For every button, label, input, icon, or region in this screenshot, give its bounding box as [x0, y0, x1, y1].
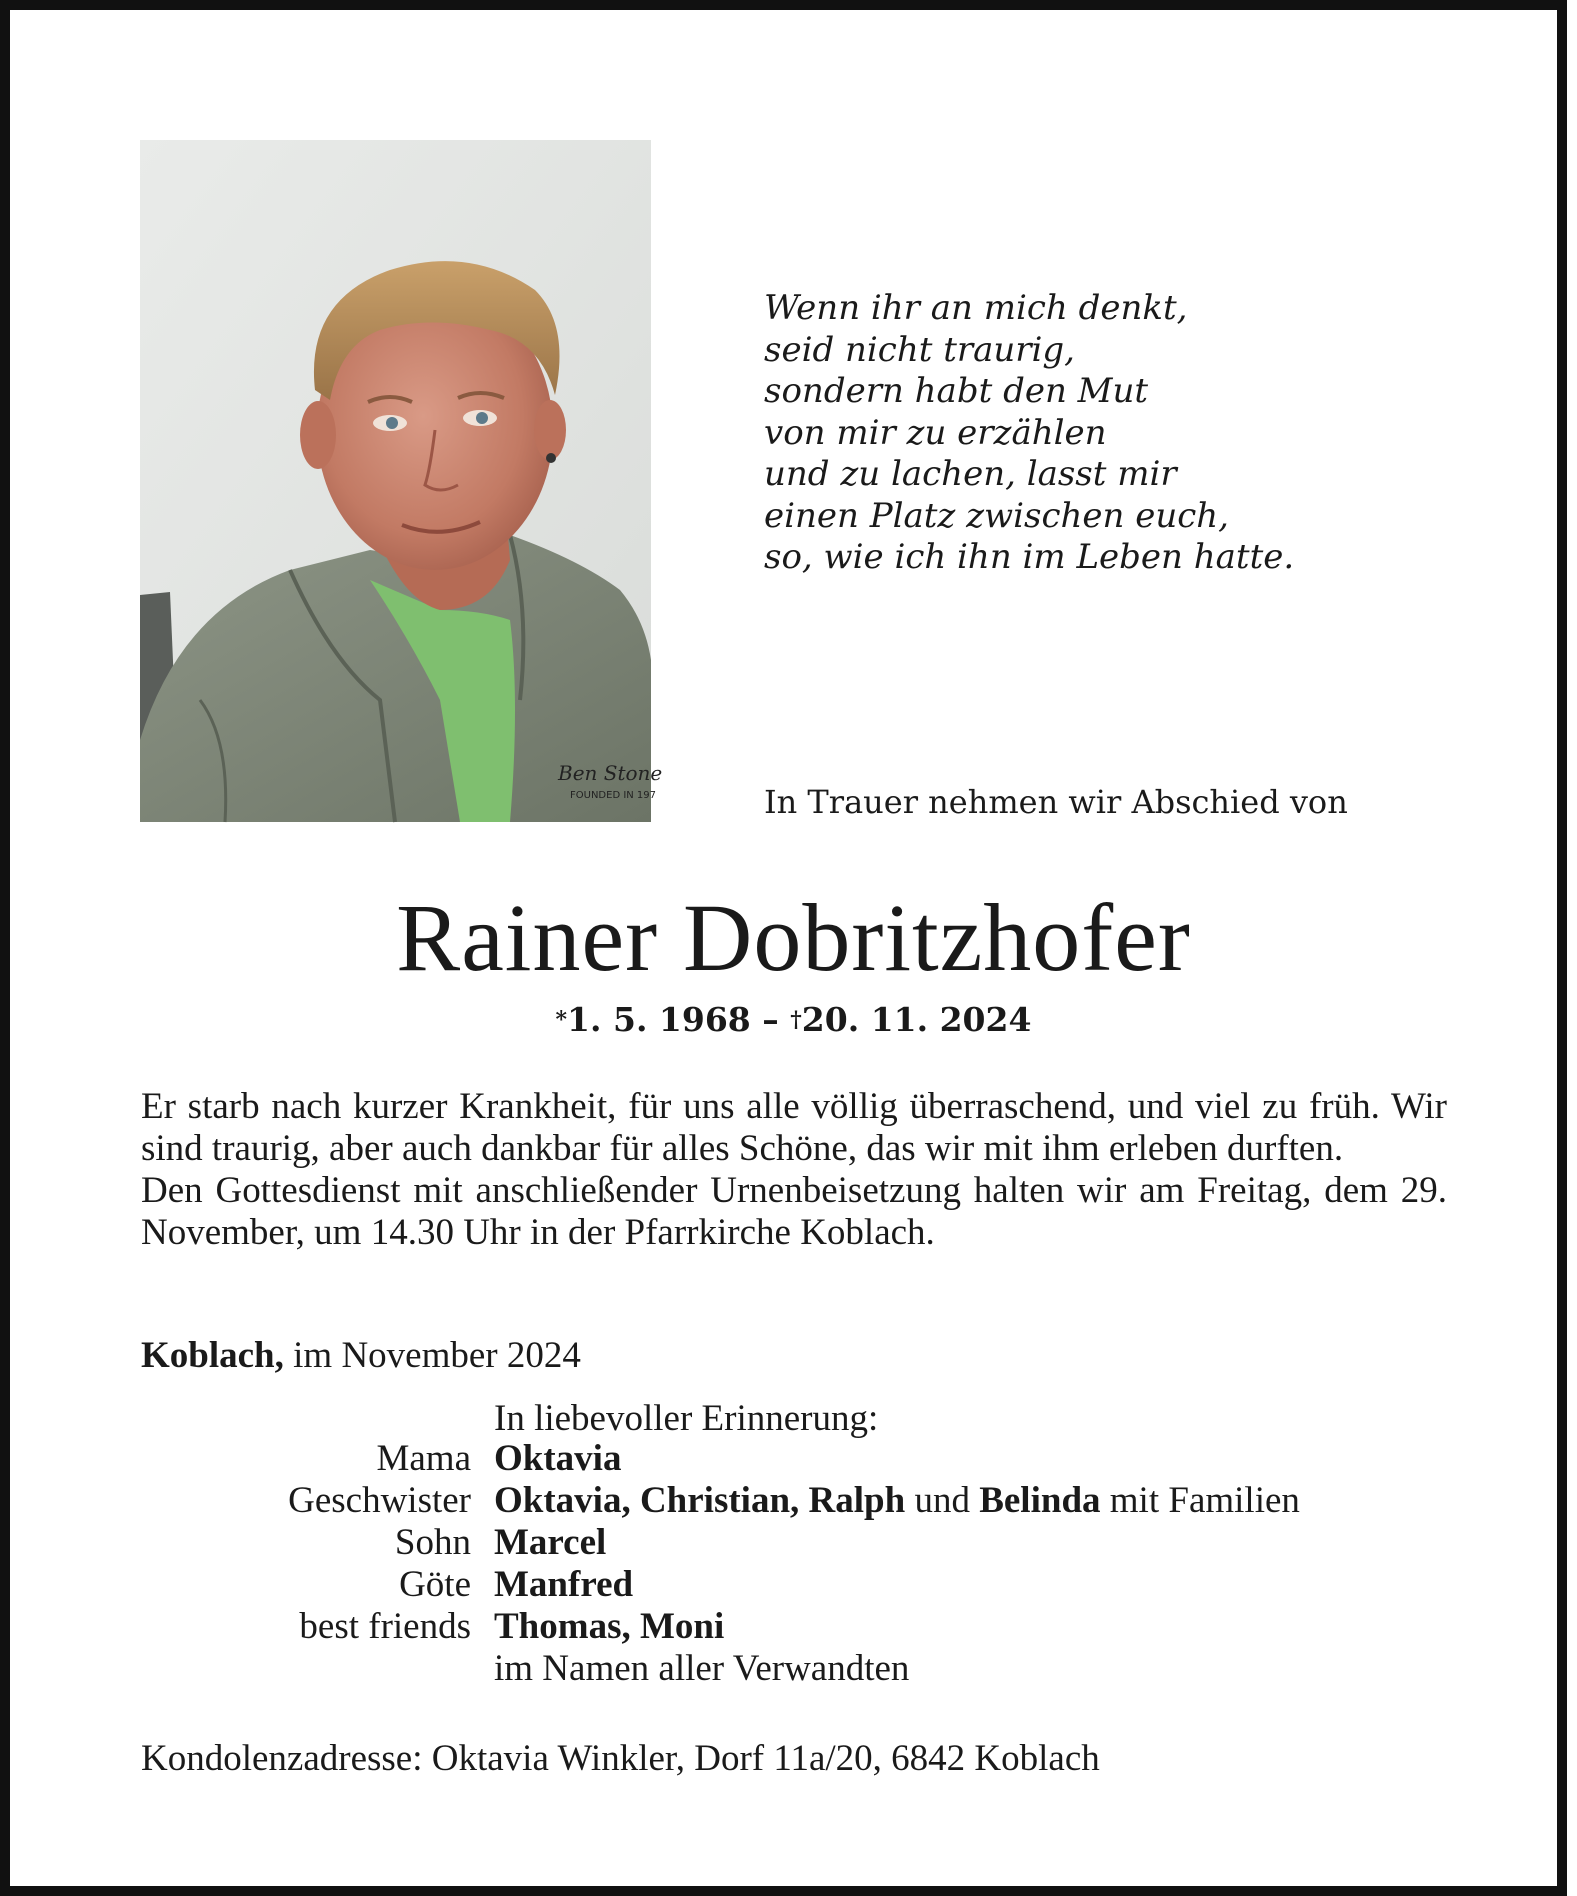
place-town: Koblach, [141, 1335, 284, 1376]
relative-last-name: Belinda [979, 1480, 1101, 1521]
relative-names: Oktavia, Christian, Ralph [494, 1480, 906, 1521]
poem-line: und zu lachen, lasst mir [764, 454, 1177, 494]
relation-label: Geschwister [288, 1480, 471, 1521]
memory-heading: In liebevoller Erinnerung: [494, 1398, 879, 1439]
relation-label: Göte [399, 1564, 471, 1605]
relation-label: best friends [299, 1606, 471, 1647]
relation-label: Sohn [394, 1522, 471, 1563]
date-separator: – [762, 1000, 779, 1039]
place-and-date [141, 1334, 581, 1378]
shirt-brand-text: Ben Stone [558, 761, 663, 785]
relative-names: Manfred [494, 1564, 634, 1605]
announcement-text [141, 1086, 1447, 1254]
poem-line: sondern habt den Mut [764, 371, 1149, 411]
relative-names: Thomas, Moni [494, 1606, 725, 1647]
condolence-address: Kondolenzadresse: Oktavia Winkler, Dorf 11a/20, 6842 Koblach [141, 1738, 1100, 1779]
portrait-photo [140, 140, 663, 822]
poem-line: Wenn ihr an mich denkt, [764, 288, 1188, 328]
place-date: im November 2024 [293, 1335, 581, 1376]
poem-line: von mir zu erzählen [764, 412, 1107, 453]
deceased-name: Rainer Dobritzhofer [396, 884, 1191, 991]
life-dates [10, 998, 1577, 1046]
announcement-paragraph-2: Den Gottesdienst mit anschließender Urnenbeisetzung halten wir am Freitag, dem 29. November, um 14.30 Uhr in der Pfarrkirche Koblach. [141, 1170, 1447, 1253]
poem [764, 288, 1384, 579]
portrait-illustration [140, 140, 663, 822]
relative-names: Marcel [494, 1522, 607, 1563]
relative-names: Oktavia [494, 1438, 622, 1479]
poem-line: einen Platz zwischen euch, [764, 495, 1229, 536]
poem-line: seid nicht traurig, [764, 329, 1075, 370]
death-cross-icon: † [790, 1007, 802, 1033]
farewell-intro: In Trauer nehmen wir Abschied von [764, 783, 1348, 821]
announcement-paragraph-1: Er starb nach kurzer Krankheit, für uns alle völlig überraschend, und viel zu früh. Wir sind traurig, aber auch dankbar für alles Schöne, das wir mit ihm erleben durften. [141, 1086, 1447, 1169]
poem-line: so, wie ich ihn im Leben hatte. [764, 537, 1295, 577]
relative-connector: und [914, 1480, 970, 1521]
relation-label: Mama [376, 1438, 471, 1479]
shirt-print-text: FOUNDED IN 197 [570, 790, 657, 801]
birth-star-icon: * [555, 1007, 568, 1033]
relatives-note: im Namen aller Verwandten [494, 1648, 910, 1689]
death-date: 20. 11. 2024 [801, 1000, 1032, 1039]
relative-suffix: mit Familien [1109, 1480, 1300, 1521]
birth-date: 1. 5. 1968 [567, 1000, 751, 1039]
